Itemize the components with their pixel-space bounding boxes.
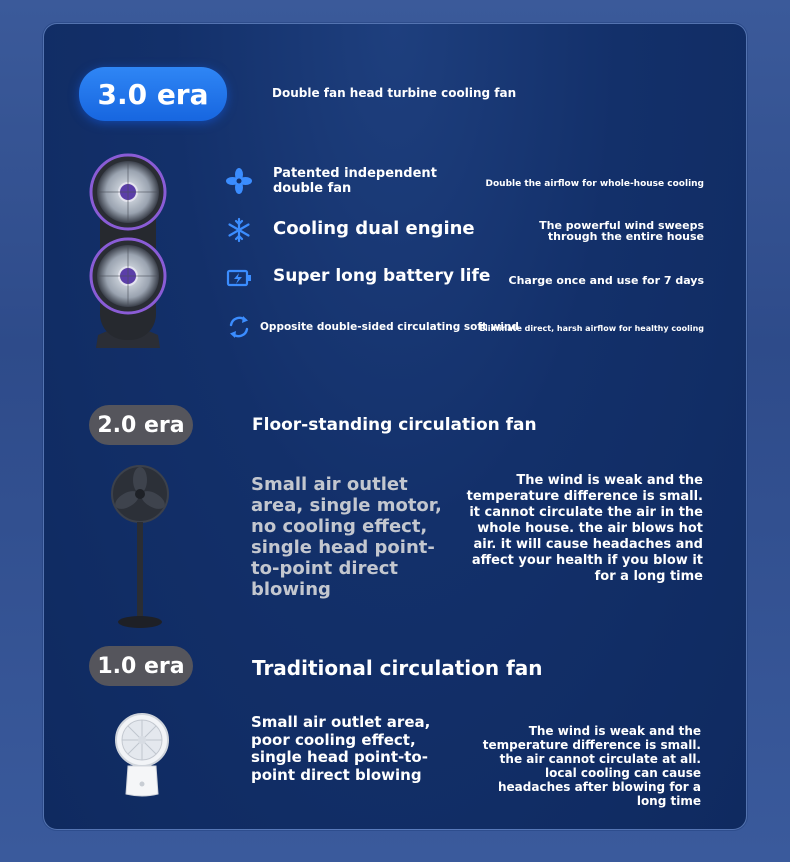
- circulation-arrows-icon: [226, 314, 252, 340]
- feature-3-desc: Charge once and use for 7 days: [508, 274, 704, 287]
- era-2-detail: The wind is weak and the temperature difference is small. it cannot circulate the air in the whole house. the air blows hot air. it will cause headaches and affect your health if you blow it for a long time: [466, 473, 703, 584]
- era-3-subtitle: Double fan head turbine cooling fan: [272, 86, 517, 100]
- era-2-badge: 2.0 era: [89, 405, 193, 445]
- era-1-title: Traditional circulation fan: [252, 656, 543, 680]
- feature-2-desc: The powerful wind sweeps through the entire house: [539, 219, 704, 243]
- battery-charging-icon: [226, 265, 252, 291]
- era-2-cons: Small air outlet area, single motor, no cooling effect, single head point-to-point direct blowing: [251, 474, 442, 600]
- era-1-detail: The wind is weak and the temperature difference is small. the air cannot circulate at all. local cooling can cause headaches after blowing for a long time: [482, 724, 701, 808]
- era-2-title: Floor-standing circulation fan: [252, 415, 537, 435]
- snowflake-icon: [226, 217, 252, 243]
- era-3-badge: 3.0 era: [79, 67, 227, 121]
- feature-1-title: Patented independent double fan: [273, 166, 437, 196]
- feature-4-title: Opposite double-sided circulating soft wind: [260, 321, 519, 333]
- dual-fan-product-image: [88, 150, 168, 352]
- era-1-badge: 1.0 era: [89, 646, 193, 686]
- feature-1-desc: Double the airflow for whole-house cooling: [485, 179, 704, 189]
- fan-blade-icon: [226, 168, 252, 194]
- floor-standing-fan-image: [108, 464, 172, 632]
- feature-2-title: Cooling dual engine: [273, 218, 475, 239]
- desktop-fan-image: [114, 710, 170, 800]
- era-1-cons: Small air outlet area, poor cooling effect, single head point-to-point direct blowing: [251, 713, 431, 784]
- feature-4-desc: Eliminate direct, harsh airflow for healthy cooling: [479, 324, 704, 333]
- feature-3-title: Super long battery life: [273, 266, 491, 286]
